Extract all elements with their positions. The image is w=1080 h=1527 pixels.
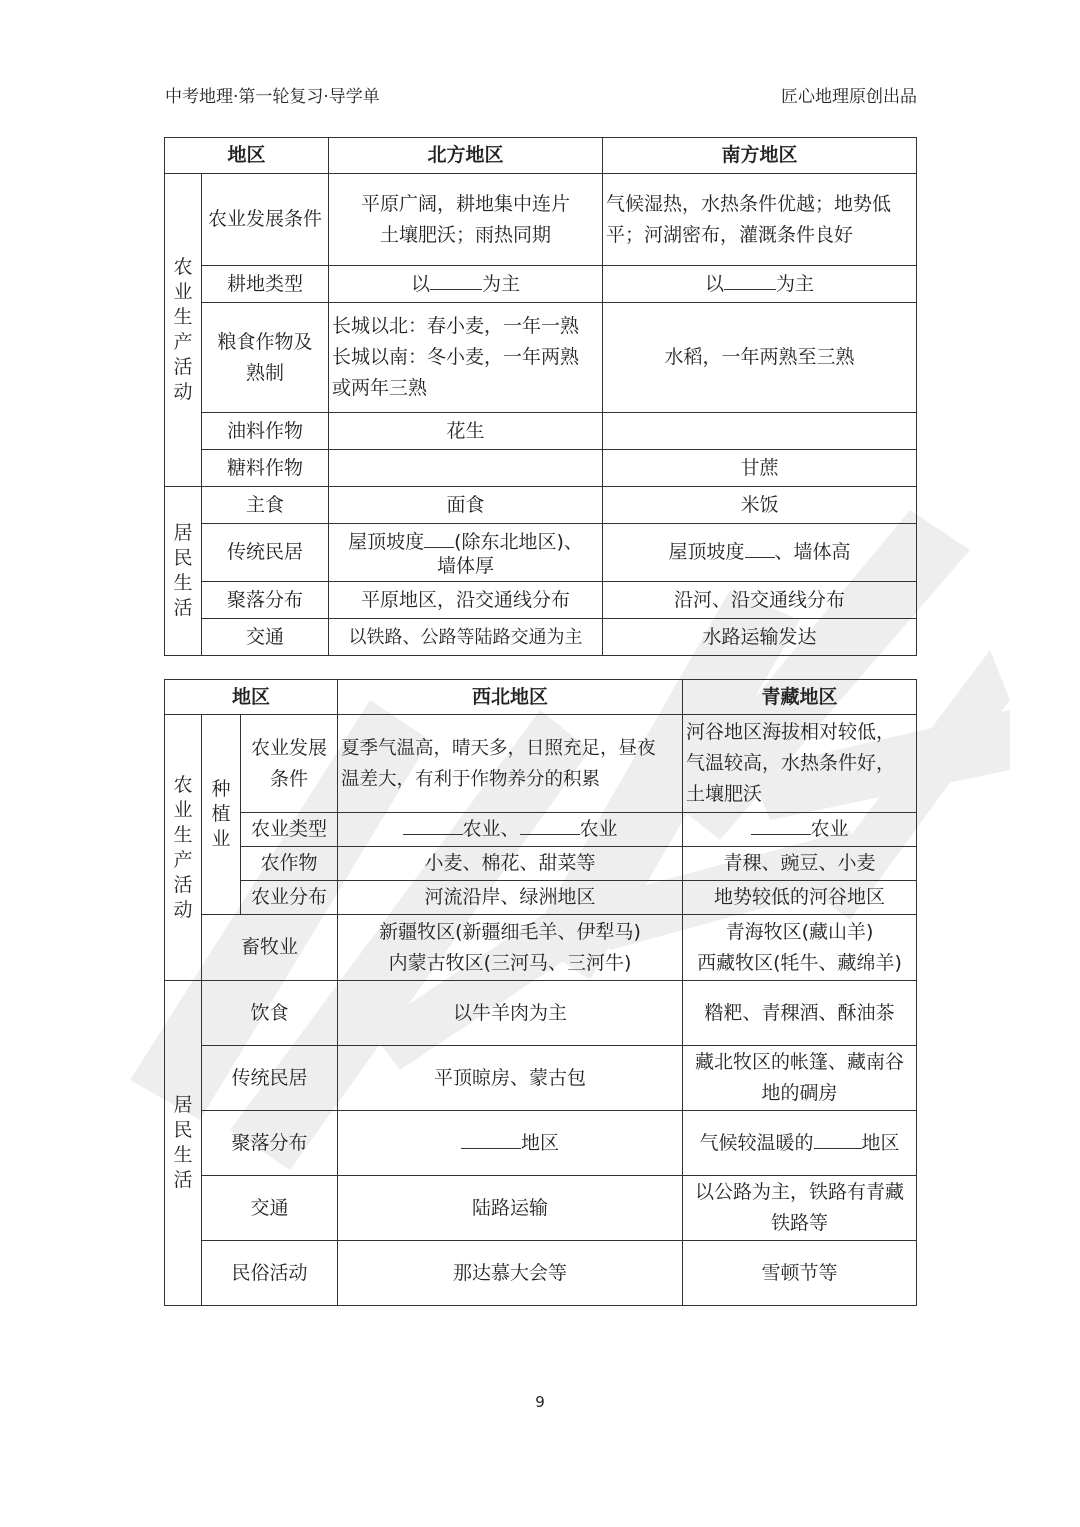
- cell-tibet: 糌粑、青稞酒、酥油茶: [683, 981, 917, 1046]
- table-header-row: [165, 680, 917, 715]
- cell-south: 甘蔗: [603, 450, 917, 487]
- group-life: 居民生活: [165, 981, 202, 1306]
- row-label: 农业类型: [241, 813, 338, 847]
- cell-northwest: 农业、 农业: [338, 813, 683, 847]
- cell-northwest: 陆路运输: [338, 1176, 683, 1241]
- table-row: [165, 582, 917, 619]
- row-label: 油料作物: [202, 413, 329, 450]
- table-row: [165, 413, 917, 450]
- cell-south: 水稻，一年两熟至三熟: [603, 303, 917, 413]
- header-doc-title: 中考地理·第一轮复习·导学单: [165, 87, 380, 107]
- row-label: 传统民居: [202, 1046, 338, 1111]
- table-row: [165, 881, 917, 915]
- row-label: 传统民居: [202, 524, 329, 582]
- table-row: [165, 981, 917, 1046]
- northwest-tibet-comparison-table: [164, 679, 917, 1306]
- group-life: 居民生活: [165, 487, 202, 656]
- cell-tibet: 农业: [683, 813, 917, 847]
- cell-tibet: 雪顿节等: [683, 1241, 917, 1306]
- row-label: 农业分布: [241, 881, 338, 915]
- table-row: [165, 813, 917, 847]
- answer-blank[interactable]: [724, 270, 776, 290]
- north-south-comparison-table: [164, 137, 917, 656]
- cell-south: 米饭: [603, 487, 917, 524]
- table-header-row: [165, 138, 917, 174]
- table-row: [165, 266, 917, 303]
- table-row: [165, 619, 917, 656]
- cell-south: 水路运输发达: [603, 619, 917, 656]
- row-label: 聚落分布: [202, 582, 329, 619]
- table-row: [165, 174, 917, 266]
- cell-northwest: 新疆牧区(新疆细毛羊、伊犁马) 内蒙古牧区(三河马、三河牛): [338, 915, 683, 981]
- table-row: [165, 1176, 917, 1241]
- cell-north: 花生: [329, 413, 603, 450]
- answer-blank[interactable]: [430, 270, 482, 290]
- row-label: 交通: [202, 1176, 338, 1241]
- header-northwest: 西北地区: [338, 680, 683, 715]
- table-row: [165, 303, 917, 413]
- cell-north: 屋顶坡度 (除东北地区)、 墙体厚: [329, 524, 603, 582]
- cell-northwest: 夏季气温高，晴天多，日照充足，昼夜 温差大，有利于作物养分的积累: [338, 715, 683, 813]
- row-label: 畜牧业: [202, 915, 338, 981]
- answer-blank[interactable]: [424, 528, 454, 548]
- cell-north: 面食: [329, 487, 603, 524]
- cell-northwest: 河流沿岸、绿洲地区: [338, 881, 683, 915]
- cell-north: 平原广阔，耕地集中连片 土壤肥沃；雨热同期: [329, 174, 603, 266]
- cell-northwest: 以牛羊肉为主: [338, 981, 683, 1046]
- table-row: [165, 1241, 917, 1306]
- cell-northwest: 那达慕大会等: [338, 1241, 683, 1306]
- cell-northwest: 小麦、棉花、甜菜等: [338, 847, 683, 881]
- cell-north: [329, 450, 603, 487]
- row-label: 聚落分布: [202, 1111, 338, 1176]
- row-label: 农业发展条件: [241, 715, 338, 813]
- answer-blank[interactable]: [814, 1129, 862, 1149]
- table-row: [165, 524, 917, 582]
- header-tibet: 青藏地区: [683, 680, 917, 715]
- header-region: 地区: [165, 138, 329, 174]
- cell-south: 以 为主: [603, 266, 917, 303]
- cell-tibet: 青稞、豌豆、小麦: [683, 847, 917, 881]
- header-region: 地区: [165, 680, 338, 715]
- row-label: 交通: [202, 619, 329, 656]
- table-row: [165, 1046, 917, 1111]
- answer-blank[interactable]: [403, 815, 463, 835]
- answer-blank[interactable]: [745, 538, 775, 558]
- cell-south: 屋顶坡度 、墙体高: [603, 524, 917, 582]
- answer-blank[interactable]: [520, 815, 580, 835]
- cell-tibet: 青海牧区(藏山羊) 西藏牧区(牦牛、藏绵羊): [683, 915, 917, 981]
- cell-north: 长城以北：春小麦，一年一熟 长城以南：冬小麦，一年两熟 或两年三熟: [329, 303, 603, 413]
- row-label: 主食: [202, 487, 329, 524]
- group-agriculture: 农业生产活动: [165, 715, 202, 981]
- cell-north: 平原地区，沿交通线分布: [329, 582, 603, 619]
- row-label: 耕地类型: [202, 266, 329, 303]
- cell-south: [603, 413, 917, 450]
- row-label: 饮食: [202, 981, 338, 1046]
- row-label: 农作物: [241, 847, 338, 881]
- row-label: 农业发展条件: [202, 174, 329, 266]
- cell-north: 以 为主: [329, 266, 603, 303]
- cell-northwest: 地区: [338, 1111, 683, 1176]
- row-label: 粮食作物及熟制: [202, 303, 329, 413]
- cell-tibet: 河谷地区海拔相对较低， 气温较高，水热条件好， 土壤肥沃: [683, 715, 917, 813]
- header-south: 南方地区: [603, 138, 917, 174]
- cell-tibet: 地势较低的河谷地区: [683, 881, 917, 915]
- cell-south: 气候湿热，水热条件优越；地势低 平；河湖密布，灌溉条件良好: [603, 174, 917, 266]
- table-row: [165, 915, 917, 981]
- answer-blank[interactable]: [461, 1129, 521, 1149]
- table-row: [165, 1111, 917, 1176]
- group-planting: 种植业: [202, 715, 241, 915]
- table-row: [165, 450, 917, 487]
- cell-northwest: 平顶晾房、蒙古包: [338, 1046, 683, 1111]
- cell-tibet: 以公路为主，铁路有青藏 铁路等: [683, 1176, 917, 1241]
- page-number: 9: [535, 1393, 545, 1411]
- header-north: 北方地区: [329, 138, 603, 174]
- answer-blank[interactable]: [751, 815, 811, 835]
- table-row: [165, 847, 917, 881]
- table-row: [165, 487, 917, 524]
- header-publisher: 匠心地理原创出品: [781, 87, 917, 107]
- cell-north: 以铁路、公路等陆路交通为主: [329, 619, 603, 656]
- cell-tibet: 藏北牧区的帐篷、藏南谷 地的碉房: [683, 1046, 917, 1111]
- row-label: 糖料作物: [202, 450, 329, 487]
- cell-tibet: 气候较温暖的 地区: [683, 1111, 917, 1176]
- row-label: 民俗活动: [202, 1241, 338, 1306]
- table-row: [165, 715, 917, 813]
- group-agriculture: 农业生产活动: [165, 174, 202, 487]
- cell-south: 沿河、沿交通线分布: [603, 582, 917, 619]
